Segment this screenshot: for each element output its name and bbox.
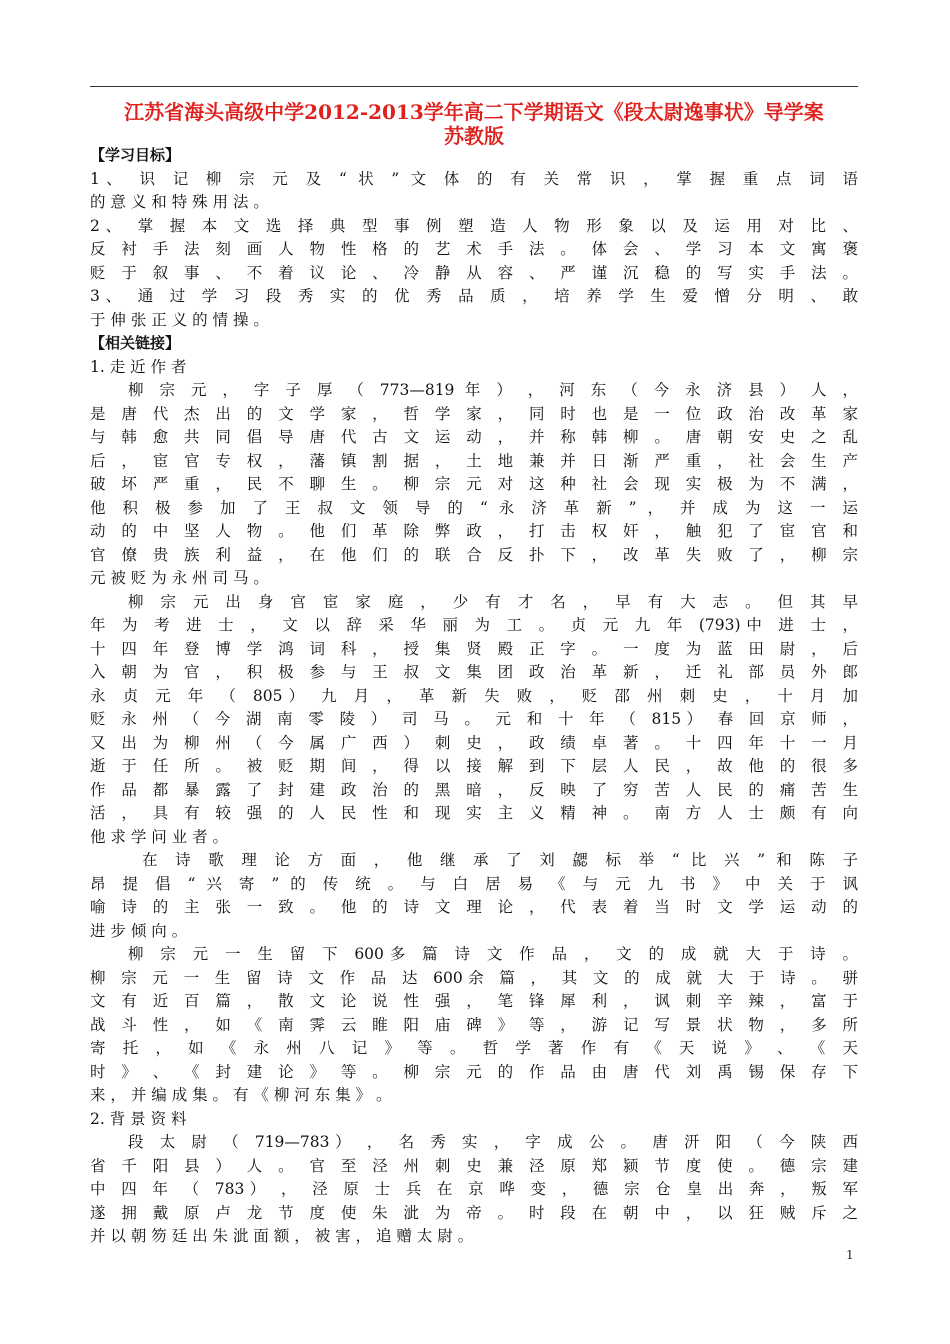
- background-para-line: 段 太 尉 （ 719—783） ， 名 秀 实 ， 字 成 公 。 唐 汧 阳 （ 今 陕 西: [128, 1133, 858, 1151]
- author-para-line: 动 的 中 坚 人 物 。 他 们 革 除 弊 政 ， 打 击 权 奸 ， 触 犯 了 宦 官 和: [90, 522, 858, 540]
- author-para-line: 元 被 贬 为 永 州 司 马 。: [90, 569, 269, 587]
- author-para-line: 又 出 为 柳 州 （ 今 属 广 西 ） 刺 史 ， 政 绩 卓 著 。 十 四 年 十 一 月: [90, 733, 858, 752]
- author-para-line: 后 ， 宦 官 专 权 ， 藩 镇 割 据 ， 土 地 兼 并 日 渐 严 重 ， 社 会 生 产: [90, 451, 858, 470]
- author-para-line: 昂 提 倡 “ 兴 寄 ” 的 传 统 。 与 白 居 易 《 与 元 九 书 》 中 关 于 讽: [90, 874, 858, 893]
- author-para-line: 作 品 都 暴 露 了 封 建 政 治 的 黑 暗 ， 反 映 了 穷 苦 人 民 的 痛 苦 生: [90, 780, 858, 799]
- sub-heading-author: 1. 走 近 作 者: [90, 357, 187, 376]
- author-para-line: 进 步 倾 向 。: [90, 921, 188, 940]
- author-para-line: 文 有 近 百 篇 ， 散 文 论 说 性 强 ， 笔 锋 犀 利 ， 讽 刺 辛 辣 ， 富 于: [90, 992, 858, 1010]
- document-body: [90, 144, 858, 1249]
- author-para-line: 喻 诗 的 主 张 一 致 。 他 的 诗 文 理 论 ， 代 表 着 当 时 文 学 运 动 的: [90, 898, 858, 916]
- author-para-line: 时 》 、 《 封 建 论 》 等 。 柳 宗 元 的 作 品 由 唐 代 刘 禹 锡 保 存 下: [90, 1062, 858, 1081]
- author-para-line: 他 积 极 参 加 了 王 叔 文 领 导 的 “ 永 济 革 新 ” ， 并 成 为 这 一 运: [90, 498, 858, 517]
- author-para-line: 柳 宗 元 一 生 留 下 600多 篇 诗 文 作 品 ， 文 的 成 就 大 于 诗 。: [128, 945, 858, 963]
- author-para-line: 入 朝 为 官 ， 积 极 参 与 王 叔 文 集 团 政 治 革 新 ， 迁 礼 部 员 外 郎: [90, 663, 858, 681]
- author-para-line: 来 ， 并 编 成 集 。 有 《 柳 河 东 集 》 。: [90, 1086, 392, 1104]
- author-para-line: 是 唐 代 杰 出 的 文 学 家 ， 哲 学 家 ， 同 时 也 是 一 位 政 治 改 革 家: [90, 404, 858, 423]
- goal-line: 2、 掌 握 本 文 选 择 典 型 事 例 塑 造 人 物 形 象 以 及 运 用 对 比 、: [90, 216, 858, 235]
- author-para-line: 贬 永 州 （ 今 湖 南 零 陵 ） 司 马 。 元 和 十 年 （ 815） 春 回 京 师 ，: [90, 710, 858, 728]
- background-para-line: 省 千 阳 县 ） 人 。 官 至 泾 州 刺 史 兼 泾 原 郑 颍 节 度 使 。 德 宗 建: [90, 1156, 858, 1175]
- author-para-line: 在 诗 歌 理 论 方 面 ， 他 继 承 了 刘 勰 标 举 “ 比 兴 ” 和 陈 子: [142, 851, 858, 869]
- author-para-line: 逝 于 任 所 。 被 贬 期 间 ， 得 以 接 解 到 下 层 人 民 ， 故 他 的 很 多: [90, 757, 858, 775]
- section-heading-goals: 【学习目标】: [90, 146, 181, 164]
- background-para-line: 遂 拥 戴 原 卢 龙 节 度 使 朱 泚 为 帝 。 时 段 在 朝 中 ， 以 狂 贼 斥 之: [90, 1203, 858, 1222]
- header-rule: [90, 86, 858, 87]
- document-title: 江苏省海头高级中学2012-2013学年高二下学期语文《段太尉逸事状》导学案: [124, 100, 824, 124]
- author-para-line: 柳 宗 元 一 生 留 诗 文 作 品 达 600余 篇 ， 其 文 的 成 就 大 于 诗 。 骈: [90, 968, 858, 987]
- author-para-line: 十 四 年 登 博 学 鸿 词 科 ， 授 集 贤 殿 正 字 。 一 度 为 蓝 田 尉 ， 后: [90, 639, 858, 658]
- goal-line: 3、 通 过 学 习 段 秀 实 的 优 秀 品 质 ， 培 养 学 生 爱 憎 分 明 、 敢: [90, 287, 858, 305]
- author-para-line: 活 ， 具 有 较 强 的 人 民 性 和 现 实 主 义 精 神 。 南 方 人 士 颇 有 向: [90, 804, 858, 822]
- author-para-line: 柳 宗 元 出 身 官 宦 家 庭 ， 少 有 才 名 ， 早 有 大 志 。 但 其 早: [128, 592, 858, 611]
- sub-heading-background: 2. 背 景 资 料: [90, 1109, 187, 1128]
- author-para-line: 他 求 学 问 业 者 。: [90, 827, 229, 846]
- author-para-line: 年 为 考 进 士 ， 文 以 辞 采 华 丽 为 工 。 贞 元 九 年 (793)中 进 士 ，: [90, 616, 858, 634]
- page-number: 1: [846, 1248, 854, 1262]
- author-para-line: 破 坏 严 重 ， 民 不 聊 生 。 柳 宗 元 对 这 种 社 会 现 实 极 为 不 满 ，: [90, 475, 858, 493]
- author-para-line: 永 贞 元 年 （ 805） 九 月 ， 革 新 失 败 ， 贬 邵 州 刺 史 ， 十 月 加: [90, 686, 858, 705]
- author-para-line: 寄 托 ， 如 《 永 州 八 记 》 等 。 哲 学 著 作 有 《 天 说 》 、 《 天: [90, 1039, 858, 1057]
- background-para-line: 并 以 朝 笏 廷 出 朱 泚 面 额 ， 被 害 ， 追 赠 太 尉 。: [90, 1227, 474, 1245]
- section-heading-links: 【相关链接】: [90, 334, 181, 352]
- goal-line: 贬 于 叙 事 、 不 着 议 论 、 冷 静 从 容 、 严 谨 沉 稳 的 写 实 手 法 。: [90, 263, 858, 282]
- background-para-line: 中 四 年 （ 783） ， 泾 原 士 兵 在 京 哗 变 ， 德 宗 仓 皇 出 奔 ， 叛 军: [90, 1180, 858, 1198]
- author-para-line: 与 韩 愈 共 同 倡 导 唐 代 古 文 运 动 ， 并 称 韩 柳 。 唐 朝 安 史 之 乱: [90, 428, 858, 446]
- goal-line: 1、 识 记 柳 宗 元 及 “ 状 ” 文 体 的 有 关 常 识 ， 掌 握 重 点 词 语: [90, 169, 858, 188]
- goal-line: 的 意 义 和 特 殊 用 法 。: [90, 193, 269, 211]
- author-para-line: 柳 宗 元 ， 字 子 厚 （ 773—819 年 ） ， 河 东 （ 今 永 济 县 ） 人 ，: [128, 381, 858, 399]
- author-para-line: 官 僚 贵 族 利 益 ， 在 他 们 的 联 合 反 扑 下 ， 改 革 失 败 了 ， 柳 宗: [90, 545, 858, 564]
- document-subtitle: 苏教版: [444, 124, 504, 148]
- goal-line: 于 伸 张 正 义 的 情 操 。: [90, 310, 269, 329]
- goal-line: 反 衬 手 法 刻 画 人 物 性 格 的 艺 术 手 法 。 体 会 、 学 习 本 文 寓 褒: [90, 240, 858, 258]
- author-para-line: 战 斗 性 ， 如 《 南 霁 云 睢 阳 庙 碑 》 等 ， 游 记 写 景 状 物 ， 多 所: [90, 1015, 858, 1034]
